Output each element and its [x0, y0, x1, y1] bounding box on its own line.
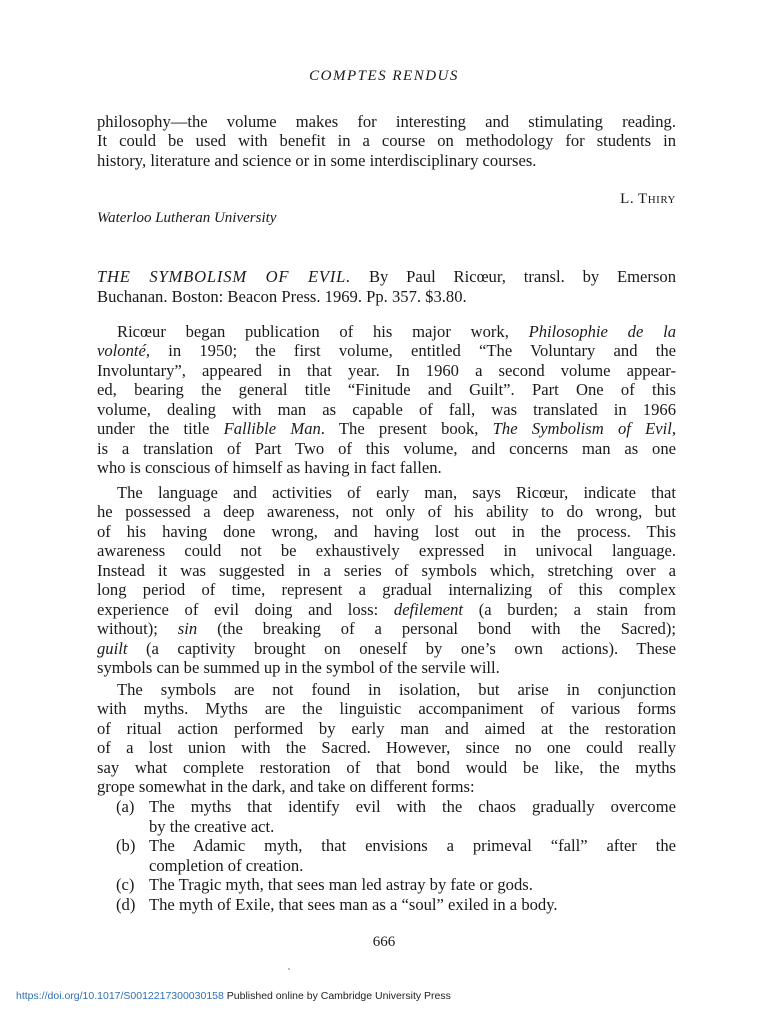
text-line: guilt (a captivity brought on oneself by one’s own actions). These [97, 638, 676, 658]
text-line: experience of evil doing and loss: defilement (a burden; a stain from [97, 599, 676, 619]
text-line: The language and activities of early man, says Ricœur, indicate that [117, 483, 676, 502]
text-line: of a lost union with the Sacred. However, since no one could really [97, 738, 676, 758]
text-line: philosophy—the volume makes for interesting and stimulating reading. [97, 112, 676, 131]
text-line: of his having done wrong, and having lost out in the process. This [97, 521, 676, 541]
text-line: The symbols are not found in isolation, but arise in conjunction [117, 680, 676, 699]
text-line: volume, dealing with man as capable of fall, was translated in 1966 [97, 399, 676, 419]
text-line: The Tragic myth, that sees man led astray by fate or gods. [149, 875, 533, 894]
text-line: ed, bearing the general title “Finitude and Guilt”. Part One of this [97, 380, 676, 400]
text-line: with myths. Myths are the linguistic accompaniment of various forms [97, 699, 676, 719]
text-line: he possessed a deep awareness, not only of his ability to do wrong, but [97, 502, 676, 522]
text-line: is a translation of Part Two of this volume, and concerns man as one [97, 438, 676, 458]
text-line: under the title Fallible Man. The present book, The Symbolism of Evil, [97, 419, 676, 439]
list-item [116, 836, 676, 875]
list-label: (d) [116, 894, 136, 914]
page-number: 666 [372, 934, 396, 950]
book-citation [97, 267, 676, 306]
text-line: say what complete restoration of that bond would be like, the myths [97, 757, 676, 777]
doi-footer [16, 990, 451, 1002]
text-line: by the creative act. [149, 816, 275, 836]
list-label: (c) [116, 875, 135, 894]
text-line: volonté, in 1950; the first volume, entitled “The Voluntary and the [97, 341, 676, 361]
review-paragraph-3 [97, 680, 676, 797]
text-line: Instead it was suggested in a series of symbols which, stretching over a [97, 560, 676, 580]
text-line: of ritual action performed by early man and aimed at the restoration [97, 718, 676, 738]
text-line: history, literature and science or in some interdisciplinary courses. [97, 150, 537, 170]
myth-list [116, 797, 676, 914]
text-line: The myth of Exile, that sees man as a “soul” exiled in a body. [149, 894, 558, 914]
text-line: Involuntary”, appeared in that year. In 1960 a second volume appear- [97, 360, 676, 380]
reviewer-signature: L. Thiry [620, 191, 676, 207]
list-label: (b) [116, 836, 136, 855]
text-line: completion of creation. [149, 855, 304, 875]
text-line: Ricœur began publication of his major work, Philosophie de la [117, 322, 676, 341]
text-line: long period of time, represent a gradual internalizing of this complex [97, 580, 676, 600]
list-item [116, 895, 676, 915]
text-line: awareness could not be exhaustively expressed in univocal language. [97, 541, 676, 561]
running-head: COMPTES RENDUS [309, 68, 459, 84]
continuation-paragraph [97, 112, 676, 170]
text-line: grope somewhat in the dark, and take on different forms: [97, 777, 475, 797]
text-line: symbols can be summed up in the symbol of the servile will. [97, 658, 500, 678]
citation-line: THE SYMBOLISM OF EVIL. By Paul Ricœur, transl. by Emerson [97, 267, 676, 286]
text-line: without); sin (the breaking of a personal bond with the Sacred); [97, 619, 676, 639]
review-paragraph-1 [97, 322, 676, 478]
list-item [116, 875, 676, 895]
doi-link[interactable]: https://doi.org/10.1017/S0012217300030158 [16, 990, 224, 1002]
citation-line: Buchanan. Boston: Beacon Press. 1969. Pp. 357. $3.80. [97, 286, 467, 306]
text-line: It could be used with benefit in a course on methodology for students in [97, 131, 676, 151]
text-line: who is conscious of himself as having in fact fallen. [97, 458, 442, 478]
text-line: The myths that identify evil with the chaos gradually overcome [149, 797, 676, 816]
reviewer-affiliation: Waterloo Lutheran University [97, 210, 277, 226]
publisher-note: Published online by Cambridge University Press [223, 990, 451, 1002]
book-title: THE SYMBOLISM OF EVIL. [97, 267, 352, 286]
list-label: (a) [116, 797, 135, 816]
text-line: The Adamic myth, that envisions a primeval “fall” after the [149, 836, 676, 855]
review-paragraph-2 [97, 483, 676, 678]
list-item [116, 797, 676, 836]
scan-speck [288, 968, 290, 970]
